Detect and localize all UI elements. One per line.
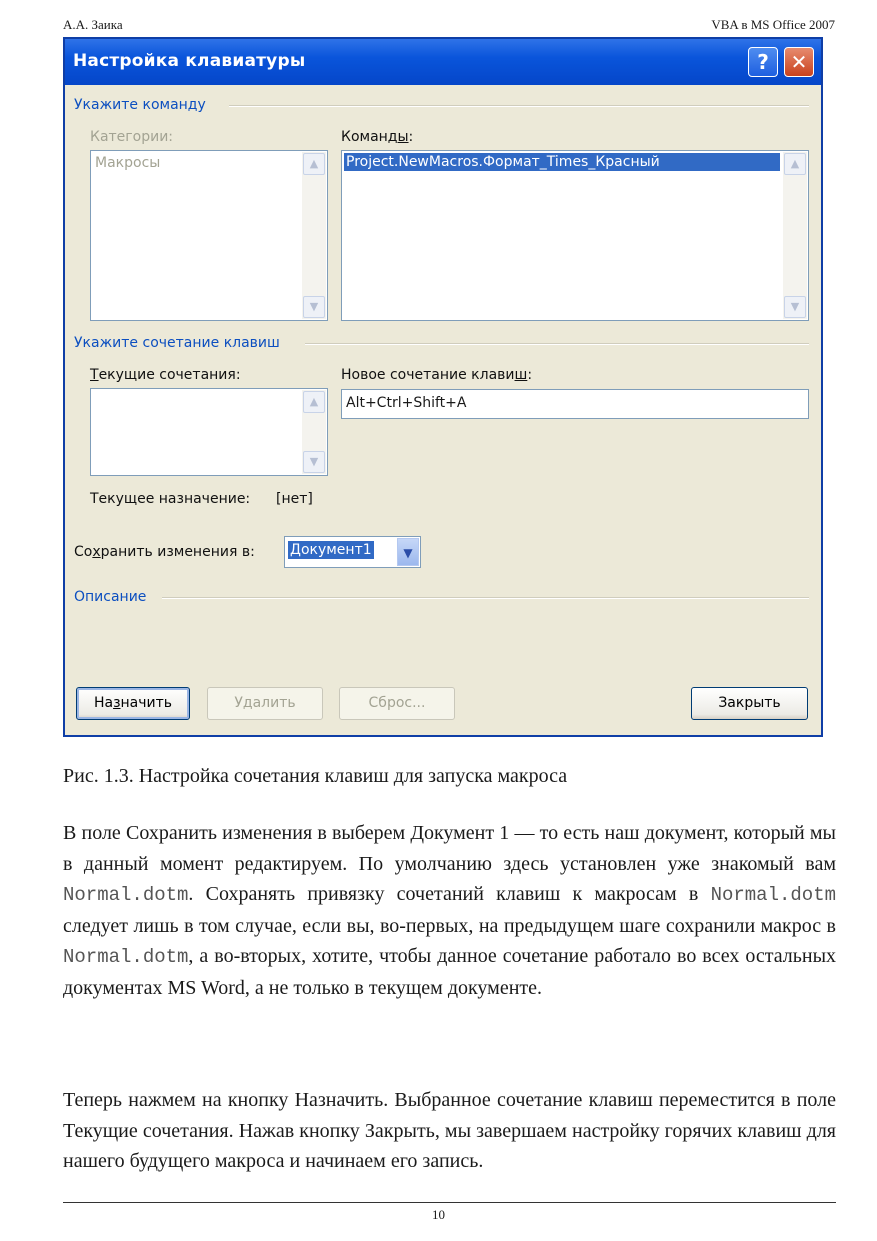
- figure-caption: Рис. 1.3. Настройка сочетания клавиш для запуска макроса: [63, 765, 568, 787]
- categories-listbox[interactable]: [90, 150, 328, 321]
- paragraph-assign: Теперь нажмем на кнопку Назначить. Выбранное сочетание клавиш переместится в поле Текущие сочетания. Нажав кнопку Закрыть, мы завершаем настройку горячих клавиш для нашего будущего макроса и начинаем его запись.: [63, 1089, 836, 1172]
- code-normal-dotm: Normal.dotm: [63, 884, 189, 906]
- save-changes-in-label: Сохранить изменения в:: [74, 544, 255, 560]
- dialog-title: Настройка клавиатуры: [73, 51, 306, 71]
- assign-button[interactable]: Назначить: [76, 687, 190, 720]
- close-button[interactable]: Закрыть: [691, 687, 808, 720]
- customize-keyboard-dialog: [63, 37, 823, 737]
- group-divider: [162, 597, 809, 599]
- close-icon: ✕: [790, 50, 808, 74]
- scroll-up-arrow-icon[interactable]: ▲: [303, 391, 325, 413]
- save-changes-in-select[interactable]: [284, 536, 421, 568]
- scroll-down-arrow-icon[interactable]: ▼: [303, 296, 325, 318]
- page-number: 10: [432, 1207, 445, 1222]
- footer-rule: [63, 1202, 836, 1203]
- categories-scrollbar[interactable]: [302, 152, 326, 319]
- chevron-down-icon[interactable]: ▼: [397, 538, 419, 566]
- paragraph-save-changes: В поле Сохранить изменения в выберем Документ 1 — то есть наш документ, который мы в данный момент редактируем. По умолчанию здесь установлен уже знакомый вам Normal.dotm. Сохранять привязку сочетаний клавиш к макросам в Normal.dotm следует лишь в том случае, если вы, во-первых, на предыдущем шаге сохранили макрос в Normal.dotm, а во-вторых, хотите, чтобы данное сочетание работало во всех остальных документах MS Word, а не только в текущем документе.: [63, 822, 836, 999]
- commands-listbox[interactable]: [341, 150, 809, 321]
- current-assignment-label: Текущее назначение:: [90, 491, 251, 507]
- remove-button[interactable]: Удалить: [207, 687, 323, 720]
- running-header-book-title: VBA в MS Office 2007: [711, 17, 835, 32]
- group-description-title: Описание: [74, 589, 147, 605]
- save-changes-in-value: Документ1: [290, 542, 372, 558]
- scroll-down-arrow-icon[interactable]: ▼: [303, 451, 325, 473]
- commands-item-selected[interactable]: Project.NewMacros.Формат_Times_Красный: [344, 153, 780, 171]
- current-assignment-value: [нет]: [276, 491, 313, 507]
- scroll-down-arrow-icon[interactable]: ▼: [784, 296, 806, 318]
- help-button[interactable]: [748, 47, 778, 77]
- code-normal-dotm: Normal.dotm: [63, 946, 189, 968]
- close-window-button[interactable]: [784, 47, 814, 77]
- help-icon: ?: [757, 50, 769, 74]
- code-normal-dotm: Normal.dotm: [710, 884, 836, 906]
- current-keys-scrollbar[interactable]: [302, 390, 326, 474]
- reset-all-button[interactable]: Сброс...: [339, 687, 455, 720]
- scroll-up-arrow-icon[interactable]: ▲: [784, 153, 806, 175]
- categories-label: Категории:: [90, 129, 174, 145]
- categories-item[interactable]: Макросы: [95, 155, 161, 171]
- group-specify-command-title: Укажите команду: [74, 97, 206, 113]
- commands-label: Команды:: [341, 129, 414, 145]
- group-specify-keys-title: Укажите сочетание клавиш: [74, 335, 280, 351]
- current-keys-listbox[interactable]: [90, 388, 328, 476]
- current-keys-label: Текущие сочетания:: [90, 367, 241, 383]
- group-divider: [229, 105, 809, 107]
- new-keys-label: Новое сочетание клавиш:: [341, 367, 533, 383]
- group-divider: [305, 343, 809, 345]
- commands-scrollbar[interactable]: [783, 152, 807, 319]
- dialog-titlebar: [65, 39, 821, 85]
- running-header-author: А.А. Заика: [63, 17, 123, 32]
- scroll-up-arrow-icon[interactable]: ▲: [303, 153, 325, 175]
- new-keys-input[interactable]: Alt+Ctrl+Shift+A: [341, 389, 809, 419]
